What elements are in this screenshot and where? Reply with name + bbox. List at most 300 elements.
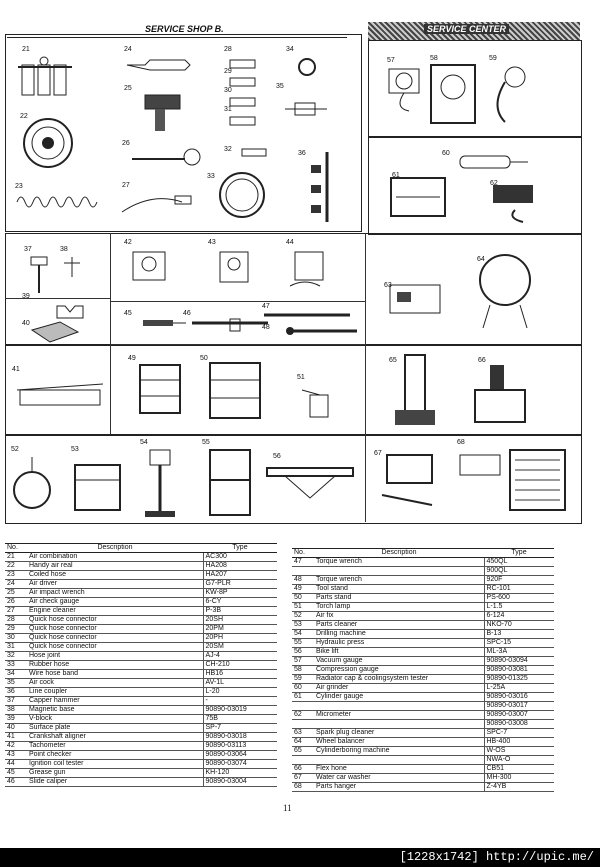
row-type: CH-210 — [203, 661, 277, 670]
row-number: 23 — [5, 571, 27, 580]
row-description: Torque wrench — [314, 558, 484, 567]
row-description: Air check gauge — [27, 598, 203, 607]
row-type: SPC-15 — [484, 639, 554, 648]
figure-number: 35 — [276, 83, 284, 90]
table-row — [292, 576, 554, 585]
row-number: 57 — [292, 657, 314, 666]
rubber-hose-icon — [212, 170, 272, 220]
table-row — [292, 594, 554, 603]
row-description: Parts stand — [314, 594, 484, 603]
row-type: SP-7 — [203, 724, 277, 733]
row-type: Z-4YB — [484, 783, 554, 792]
table-row — [5, 760, 277, 769]
row-type: 90890-03008 — [484, 720, 554, 729]
table-row — [5, 751, 277, 760]
row-number: 51 — [292, 603, 314, 612]
table-row — [292, 621, 554, 630]
table-row — [292, 693, 554, 702]
row-number: 21 — [5, 553, 27, 562]
row-description: Water car washer — [314, 774, 484, 783]
figure-number: 67 — [374, 450, 382, 457]
row-type: KW-8P — [203, 589, 277, 598]
row-type: P-3B — [203, 607, 277, 616]
figure-number: 32 — [224, 146, 232, 153]
row-type: 20SM — [203, 643, 277, 652]
divider — [110, 233, 111, 434]
table-row — [292, 720, 554, 729]
row-type: L-20 — [203, 688, 277, 697]
row-number: 26 — [5, 598, 27, 607]
row-number: 43 — [5, 751, 27, 760]
row-type: AV-1L — [203, 679, 277, 688]
row-type: HB16 — [203, 670, 277, 679]
figure-number: 45 — [124, 310, 132, 317]
row-number: 35 — [5, 679, 27, 688]
table-row — [5, 553, 277, 562]
figure-number: 38 — [60, 246, 68, 253]
row-type: KH-120 — [203, 769, 277, 778]
table-row — [292, 612, 554, 621]
table-row — [292, 783, 554, 792]
table-row — [292, 747, 554, 756]
row-type: 20SH — [203, 616, 277, 625]
row-type: 90890-03081 — [484, 666, 554, 675]
engine-cleaner-icon — [120, 190, 195, 220]
row-number: 30 — [5, 634, 27, 643]
point-checker-icon — [215, 248, 260, 293]
row-description: Grease gun — [27, 769, 203, 778]
table-row — [292, 756, 554, 765]
row-description: Wire hose band — [27, 670, 203, 679]
figure-number: 52 — [11, 446, 19, 453]
table-row — [292, 774, 554, 783]
row-description: Capper hammer — [27, 697, 203, 706]
row-type: 90890-03004 — [203, 778, 277, 787]
row-type: 920F — [484, 576, 554, 585]
figure-number: 56 — [273, 453, 281, 460]
row-description — [314, 567, 484, 576]
row-number: 42 — [5, 742, 27, 751]
row-number: 54 — [292, 630, 314, 639]
figure-number: 59 — [489, 55, 497, 62]
figure-number: 68 — [457, 439, 465, 446]
row-type: 6-124 — [484, 612, 554, 621]
row-number: 56 — [292, 648, 314, 657]
row-description: Tool stand — [314, 585, 484, 594]
row-description: Quick hose connector — [27, 625, 203, 634]
row-type: L-25A — [484, 684, 554, 693]
row-description: Engine cleaner — [27, 607, 203, 616]
divider — [110, 301, 365, 302]
table-row — [292, 648, 554, 657]
figure-number: 58 — [430, 55, 438, 62]
row-description: Rubber hose — [27, 661, 203, 670]
table-row — [292, 630, 554, 639]
drilling-machine-icon — [140, 445, 180, 520]
row-number: 27 — [5, 607, 27, 616]
row-description: Air combination — [27, 553, 203, 562]
figure-number: 65 — [389, 357, 397, 364]
table-row — [292, 567, 554, 576]
figure-number: 46 — [183, 310, 191, 317]
row-description: Tachometer — [27, 742, 203, 751]
figure-number: 47 — [262, 303, 270, 310]
bike-lift-icon — [265, 460, 355, 505]
magnetic-base-icon — [62, 255, 82, 280]
row-number: 47 — [292, 558, 314, 567]
row-number — [292, 720, 314, 729]
row-description: Vacuum gauge — [314, 657, 484, 666]
table-row — [5, 607, 277, 616]
flex-hone-icon — [470, 360, 530, 425]
row-number: 53 — [292, 621, 314, 630]
section-title-service-shop-b: SERVICE SHOP B. — [145, 24, 224, 34]
table-row — [5, 598, 277, 607]
row-type: G7-PLR — [203, 580, 277, 589]
row-type: RC-101 — [484, 585, 554, 594]
row-description: Cylinder gauge — [314, 693, 484, 702]
row-type: 90890-03094 — [484, 657, 554, 666]
row-description: Crankshaft aligner — [27, 733, 203, 742]
column-header-no: No. — [292, 549, 314, 558]
air-grinder-icon — [450, 150, 530, 175]
row-description: Quick hose connector — [27, 634, 203, 643]
radiator-cap-tester-icon — [485, 62, 535, 127]
row-number: 25 — [5, 589, 27, 598]
row-description: Air fix — [314, 612, 484, 621]
table-row — [292, 765, 554, 774]
row-number: 61 — [292, 693, 314, 702]
row-description: Quick hose connector — [27, 643, 203, 652]
row-number — [292, 567, 314, 576]
tool-stand-icon — [135, 360, 185, 420]
row-number: 36 — [5, 688, 27, 697]
torque-wrench-450-icon — [262, 308, 352, 323]
figure-number: 50 — [200, 355, 208, 362]
row-type: AJ-4 — [203, 652, 277, 661]
table-row — [292, 738, 554, 747]
row-description: Parts hanger — [314, 783, 484, 792]
row-number: 28 — [5, 616, 27, 625]
row-description: Radiator cap & coolingsystem tester — [314, 675, 484, 684]
figure-number: 39 — [22, 293, 30, 300]
table-row — [292, 558, 554, 567]
page-number: 11 — [283, 803, 292, 813]
row-description: Compression gauge — [314, 666, 484, 675]
row-description: Drilling machine — [314, 630, 484, 639]
row-number: 49 — [292, 585, 314, 594]
table-row — [5, 715, 277, 724]
wire-hose-band-icon — [292, 55, 322, 80]
table-row — [5, 562, 277, 571]
coiled-hose-icon — [15, 190, 110, 215]
divider — [110, 344, 365, 345]
row-description: Torch lamp — [314, 603, 484, 612]
row-number: 63 — [292, 729, 314, 738]
row-type: - — [203, 697, 277, 706]
table-row — [5, 625, 277, 634]
table-row — [5, 724, 277, 733]
divider — [365, 233, 366, 522]
table-header-row — [5, 544, 277, 553]
ignition-coil-tester-icon — [285, 248, 340, 293]
row-number: 34 — [5, 670, 27, 679]
row-description: Air impact wrench — [27, 589, 203, 598]
row-description: Slide caliper — [27, 778, 203, 787]
row-description — [314, 756, 484, 765]
row-type: L-1.5 — [484, 603, 554, 612]
slide-caliper-icon — [190, 315, 270, 335]
row-number: 67 — [292, 774, 314, 783]
figure-number: 44 — [286, 239, 294, 246]
crankshaft-aligner-icon — [15, 370, 105, 415]
table-header-row — [292, 549, 554, 558]
table-row — [5, 643, 277, 652]
row-description: Ignition coil tester — [27, 760, 203, 769]
table-row — [292, 684, 554, 693]
row-description: Quick hose connector — [27, 616, 203, 625]
figure-number: 22 — [20, 113, 28, 120]
row-type: 75B — [203, 715, 277, 724]
parts-cleaner-icon — [70, 455, 125, 515]
compression-gauge-icon — [428, 62, 478, 127]
row-description: V-block — [27, 715, 203, 724]
figure-number: 48 — [262, 324, 270, 331]
divider — [5, 298, 110, 299]
figure-number: 49 — [128, 355, 136, 362]
row-number: 48 — [292, 576, 314, 585]
table-row — [5, 733, 277, 742]
table-row — [5, 589, 277, 598]
row-number: 24 — [5, 580, 27, 589]
column-header-description: Description — [314, 549, 484, 558]
row-type: PS-600 — [484, 594, 554, 603]
figure-number: 21 — [22, 46, 30, 53]
grease-gun-icon — [138, 316, 188, 331]
figure-number: 29 — [224, 68, 232, 75]
row-type: MH-300 — [484, 774, 554, 783]
figure-number: 54 — [140, 439, 148, 446]
figure-number: 31 — [224, 106, 232, 113]
spark-plug-cleaner-icon — [385, 280, 445, 320]
row-number: 64 — [292, 738, 314, 747]
row-type: 90890-03017 — [484, 702, 554, 711]
figure-number: 53 — [71, 446, 79, 453]
figure-number: 55 — [202, 439, 210, 446]
row-number: 37 — [5, 697, 27, 706]
row-description: Magnetic base — [27, 706, 203, 715]
air-cock-icon — [285, 95, 330, 125]
row-number: 59 — [292, 675, 314, 684]
tachometer-icon — [125, 248, 175, 288]
figure-number: 36 — [298, 150, 306, 157]
table-row — [292, 603, 554, 612]
table-row — [5, 706, 277, 715]
row-description — [314, 720, 484, 729]
air-impact-wrench-icon — [140, 90, 190, 135]
figure-number: 60 — [442, 150, 450, 157]
parts-hanger-icon — [455, 445, 570, 515]
row-type: HA207 — [203, 571, 277, 580]
v-block-icon — [55, 300, 85, 320]
figure-number: 63 — [384, 282, 392, 289]
row-number: 62 — [292, 711, 314, 720]
table-row — [5, 742, 277, 751]
column-header-no: No. — [5, 544, 27, 553]
figure-number: 66 — [478, 357, 486, 364]
figure-number: 33 — [207, 173, 215, 180]
table-row — [5, 571, 277, 580]
row-type: 90890-03113 — [203, 742, 277, 751]
row-type: 90890-03019 — [203, 706, 277, 715]
table-row — [292, 729, 554, 738]
row-type: ML-3A — [484, 648, 554, 657]
row-number: 45 — [5, 769, 27, 778]
table-row — [292, 711, 554, 720]
figure-number: 24 — [124, 46, 132, 53]
row-type: 900QL — [484, 567, 554, 576]
row-description: Line coupler — [27, 688, 203, 697]
table-row — [5, 778, 277, 787]
row-type: 90890-03016 — [484, 693, 554, 702]
row-number: 50 — [292, 594, 314, 603]
table-row — [292, 585, 554, 594]
table-row — [5, 616, 277, 625]
section-title-service-center: SERVICE CENTER — [424, 24, 509, 34]
row-description: Wheel balancer — [314, 738, 484, 747]
figure-number: 25 — [124, 85, 132, 92]
figure-number: 27 — [122, 182, 130, 189]
table-row — [5, 580, 277, 589]
row-type: 450QL — [484, 558, 554, 567]
parts-table-left — [5, 543, 277, 787]
row-description: Air driver — [27, 580, 203, 589]
row-type: 20PM — [203, 625, 277, 634]
surface-plate-icon — [30, 320, 80, 345]
row-description: Bike lift — [314, 648, 484, 657]
figure-number: 23 — [15, 183, 23, 190]
figure-number: 41 — [12, 366, 20, 373]
row-type: 6-CY — [203, 598, 277, 607]
figure-number: 37 — [24, 246, 32, 253]
table-row — [5, 769, 277, 778]
row-description: Micrometer — [314, 711, 484, 720]
row-type: 90890-03018 — [203, 733, 277, 742]
row-description — [314, 702, 484, 711]
figure-number: 51 — [297, 374, 305, 381]
row-number: 32 — [5, 652, 27, 661]
row-number — [292, 702, 314, 711]
row-number: 41 — [5, 733, 27, 742]
figure-number: 43 — [208, 239, 216, 246]
table-row — [292, 702, 554, 711]
row-description: Parts cleaner — [314, 621, 484, 630]
row-type: NWA-O — [484, 756, 554, 765]
row-number — [292, 756, 314, 765]
air-driver-icon — [125, 55, 195, 75]
image-size-footer: [1228x1742] http://upic.me/ — [0, 848, 600, 867]
hose-joint-icon — [240, 145, 270, 160]
column-header-description: Description — [27, 544, 203, 553]
row-number: 40 — [5, 724, 27, 733]
figure-number: 34 — [286, 46, 294, 53]
figure-number: 57 — [387, 57, 395, 64]
row-type: CB51 — [484, 765, 554, 774]
row-number: 38 — [5, 706, 27, 715]
row-type: 90890-03007 — [484, 711, 554, 720]
row-type: 20PH — [203, 634, 277, 643]
table-row — [5, 652, 277, 661]
row-type: W-OS — [484, 747, 554, 756]
row-number: 66 — [292, 765, 314, 774]
row-description: Spark plug cleaner — [314, 729, 484, 738]
row-number: 31 — [5, 643, 27, 652]
row-number: 60 — [292, 684, 314, 693]
table-row — [5, 661, 277, 670]
air-check-gauge-icon — [130, 145, 205, 170]
row-description: Torque wrench — [314, 576, 484, 585]
torch-lamp-icon — [300, 380, 340, 420]
figure-number: 62 — [490, 180, 498, 187]
micrometer-icon — [490, 180, 545, 225]
table-row — [292, 639, 554, 648]
row-description: Air cock — [27, 679, 203, 688]
row-description: Coiled hose — [27, 571, 203, 580]
row-number: 58 — [292, 666, 314, 675]
row-number: 29 — [5, 625, 27, 634]
table-row — [292, 657, 554, 666]
table-row — [5, 697, 277, 706]
figure-number: 42 — [124, 239, 132, 246]
line-coupler-icon — [305, 150, 350, 225]
row-type: AC300 — [203, 553, 277, 562]
row-type: 90890-03074 — [203, 760, 277, 769]
figure-number: 40 — [22, 320, 30, 327]
row-description: Handy air real — [27, 562, 203, 571]
figure-number: 28 — [224, 46, 232, 53]
header-arrow — [7, 37, 347, 38]
row-description: Hose joint — [27, 652, 203, 661]
row-description: Hydraulic press — [314, 639, 484, 648]
vacuum-gauge-icon — [385, 65, 425, 115]
row-number: 65 — [292, 747, 314, 756]
row-type: SPC-7 — [484, 729, 554, 738]
hydraulic-press-icon — [205, 445, 255, 520]
row-number: 55 — [292, 639, 314, 648]
figure-number: 30 — [224, 87, 232, 94]
row-number: 46 — [5, 778, 27, 787]
row-number: 44 — [5, 760, 27, 769]
row-type: B-13 — [484, 630, 554, 639]
handy-air-reel-icon — [18, 115, 78, 170]
capper-hammer-icon — [25, 255, 55, 295]
row-number: 22 — [5, 562, 27, 571]
water-car-washer-icon — [372, 450, 442, 515]
row-description: Flex hone — [314, 765, 484, 774]
table-row — [5, 634, 277, 643]
table-row — [5, 679, 277, 688]
row-description: Surface plate — [27, 724, 203, 733]
row-number: 39 — [5, 715, 27, 724]
figure-number: 26 — [122, 140, 130, 147]
row-number: 33 — [5, 661, 27, 670]
air-fix-icon — [10, 455, 55, 515]
row-type: 90890-03064 — [203, 751, 277, 760]
row-description: Point checker — [27, 751, 203, 760]
parts-table-right — [292, 548, 554, 792]
row-number: 52 — [292, 612, 314, 621]
column-header-type: Type — [484, 549, 554, 558]
